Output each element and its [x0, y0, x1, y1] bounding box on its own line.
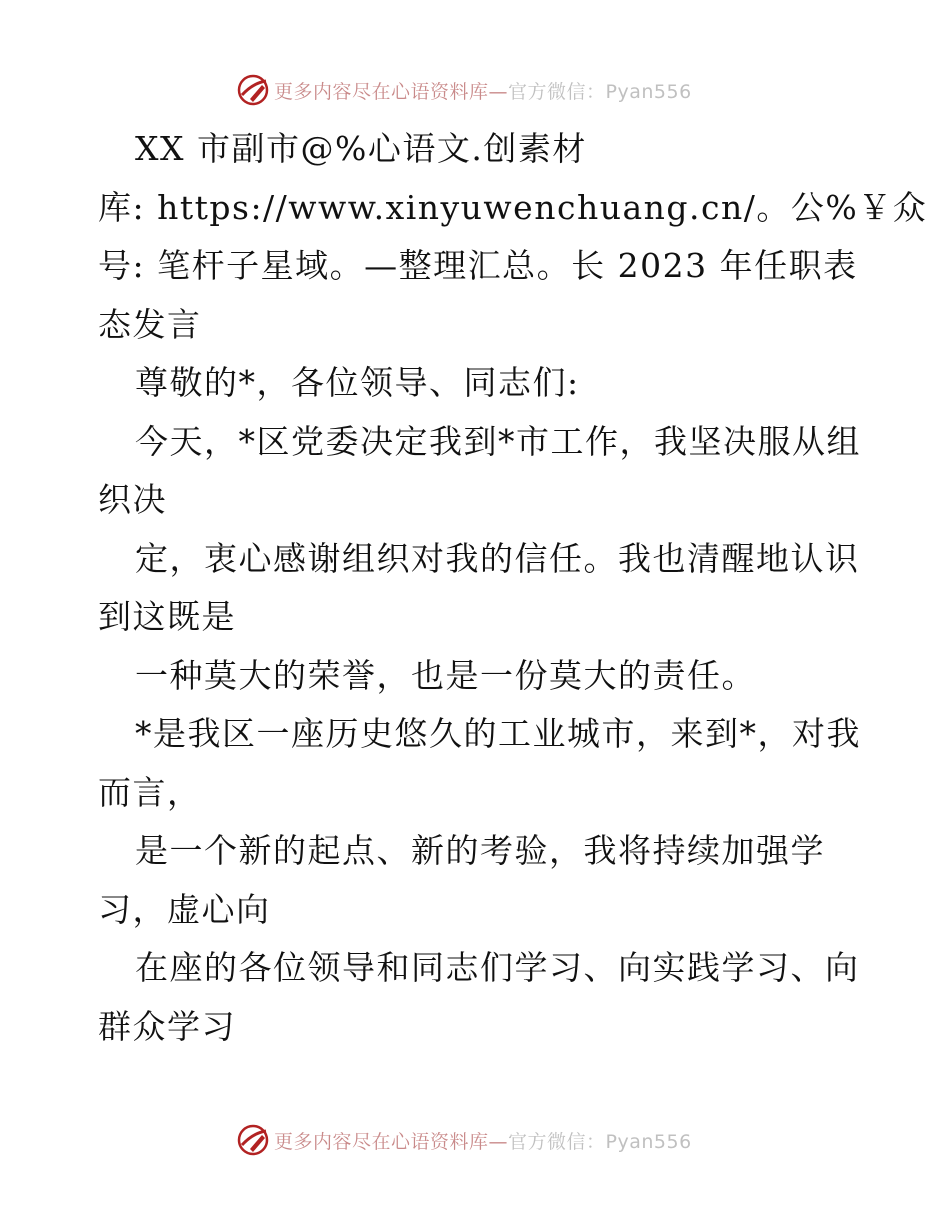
pen-logo-icon — [236, 1123, 270, 1157]
paragraph-line: 在座的各位领导和同志们学习、向实践学习、向 — [135, 948, 860, 987]
paragraph-line: 是一个新的起点、新的考验，我将持续加强学 — [135, 831, 825, 870]
paragraph-line: 今天，*区党委决定我到*市工作，我坚决服从组 — [135, 421, 861, 461]
document-body — [98, 120, 928, 1056]
title-line-4: 态发言 — [98, 304, 202, 344]
title-line-2: 库: https://www.xinyuwenchuang.cn/。公%￥众 — [98, 187, 928, 227]
footer-banner — [236, 1122, 692, 1158]
salutation: 尊敬的*，各位领导、同志们: — [135, 363, 580, 402]
title-line-1: XX 市副市@%心语文.创素材 — [135, 129, 587, 168]
paragraph-line: 而言， — [98, 772, 202, 812]
paragraph-line: 定，衷心感谢组织对我的信任。我也清醒地认识 — [135, 538, 860, 578]
header-banner-text: 更多内容尽在心语资料库—官方微信：Pyan556 — [274, 80, 692, 103]
paragraph-line: 习，虚心向 — [98, 889, 271, 929]
paragraph-line: 一种莫大的荣誉，也是一份莫大的责任。 — [135, 655, 756, 695]
pen-logo-icon — [236, 73, 270, 107]
footer-banner-text: 更多内容尽在心语资料库—官方微信：Pyan556 — [274, 1130, 692, 1153]
title-line-3: 号: 笔杆子星域。—整理汇总。长 2023 年任职表 — [98, 246, 858, 285]
paragraph-line: 织决 — [98, 480, 167, 519]
paragraph-line: 群众学习 — [98, 1006, 236, 1046]
paragraph-line: 到这既是 — [98, 597, 236, 636]
paragraph-line: *是我区一座历史悠久的工业城市，来到*，对我 — [135, 714, 861, 753]
header-banner — [236, 72, 692, 108]
